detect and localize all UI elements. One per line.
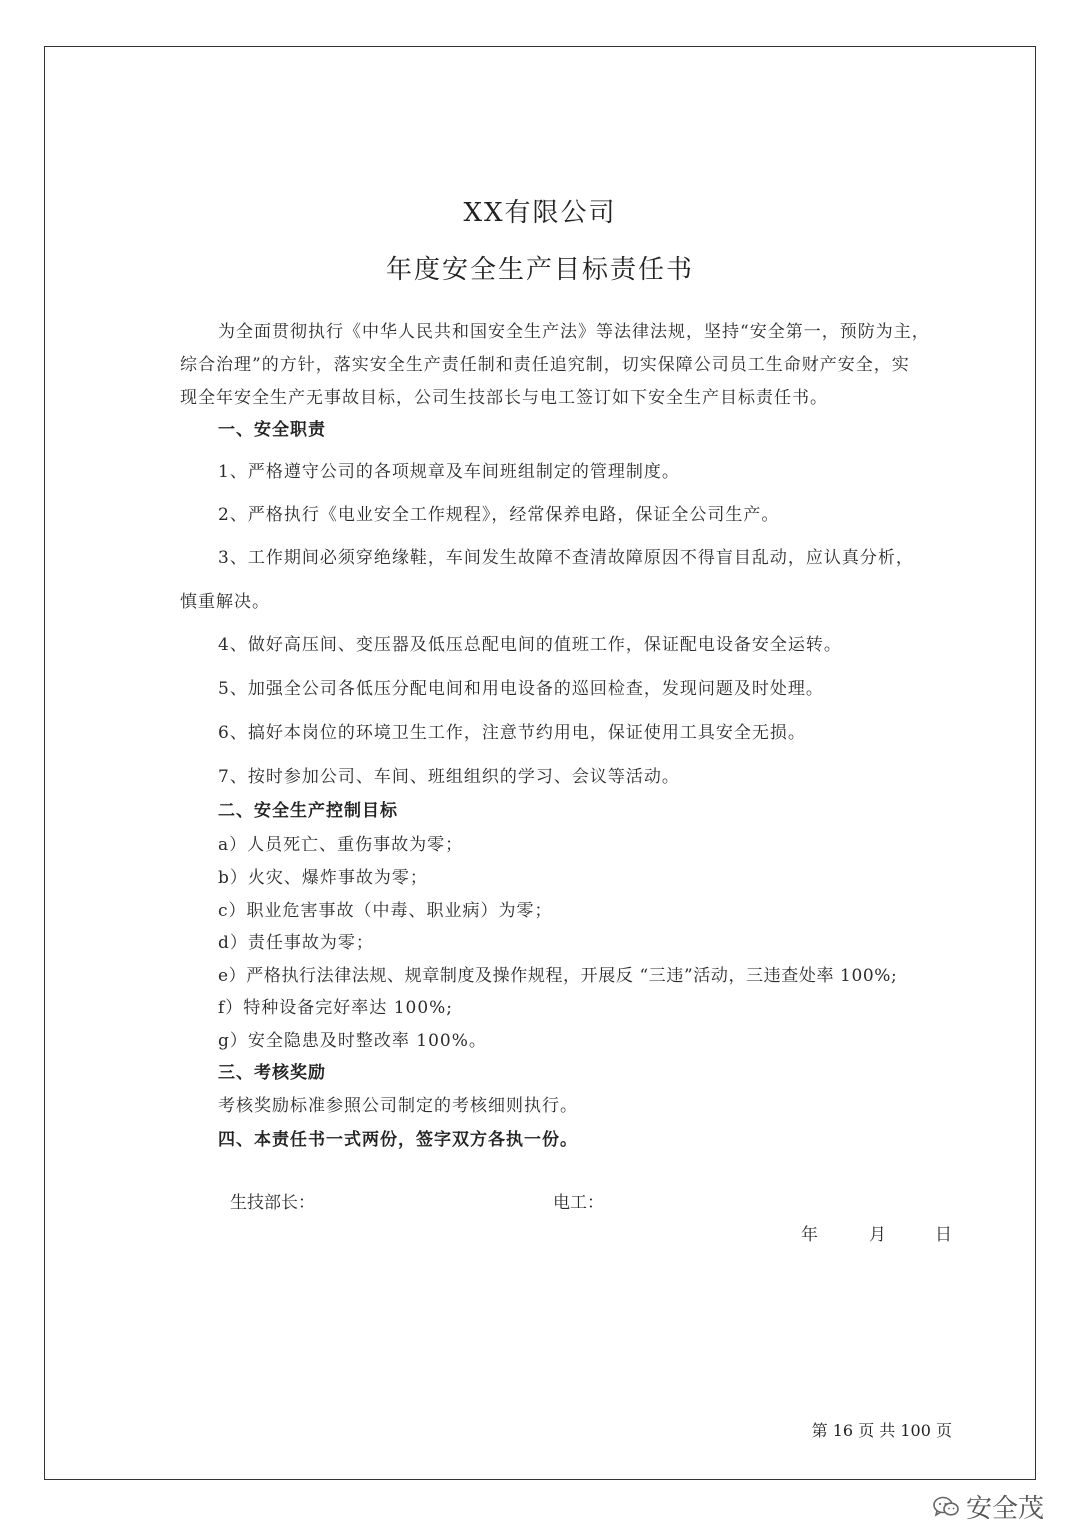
signature-right-label: 电工： — [553, 1193, 604, 1213]
goal-item-e: e）严格执行法律法规、规章制度及操作规程，开展反 “三违”活动，三违查处率 100%; — [218, 966, 898, 986]
date-month: 月 — [869, 1225, 886, 1245]
intro-line-3: 现全年安全生产无事故目标，公司生技部长与电工签订如下安全生产目标责任书。 — [180, 388, 828, 408]
document-title: 年度安全生产目标责任书 — [385, 255, 694, 285]
duty-item-3-cont: 慎重解决。 — [180, 592, 270, 612]
intro-line-1: 为全面贯彻执行《中华人民共和国安全生产法》等法律法规，坚持“安全第一，预防为主， — [218, 322, 930, 342]
page-number: 第 16 页 共 100 页 — [811, 1421, 952, 1440]
signature-left-label: 生技部长： — [230, 1193, 315, 1213]
duty-item-7: 7、按时参加公司、车间、班组组织的学习、会议等活动。 — [218, 767, 680, 787]
date-day: 日 — [935, 1225, 952, 1245]
goal-item-b: b）火灾、爆炸事故为零； — [218, 868, 428, 888]
section-3-heading: 三、考核奖励 — [218, 1063, 326, 1083]
company-title: XX有限公司 — [463, 198, 617, 228]
section-1-heading: 一、安全职责 — [218, 420, 326, 440]
section-3-text: 考核奖励标准参照公司制定的考核细则执行。 — [218, 1096, 578, 1116]
date-year: 年 — [801, 1225, 818, 1245]
goal-item-d: d）责任事故为零； — [218, 933, 374, 953]
duty-item-5: 5、加强全公司各低压分配电间和用电设备的巡回检查，发现问题及时处理。 — [218, 679, 824, 699]
duty-item-3: 3、工作期间必须穿绝缘鞋，车间发生故障不查清故障原因不得盲目乱动，应认真分析， — [218, 548, 914, 568]
duty-item-6: 6、搞好本岗位的环境卫生工作，注意节约用电，保证使用工具安全无损。 — [218, 723, 806, 743]
section-4-heading: 四、本责任书一式两份，签字双方各执一份。 — [218, 1130, 578, 1150]
goal-item-f: f）特种设备完好率达 100%; — [218, 998, 454, 1018]
intro-line-2: 综合治理”的方针，落实安全生产责任制和责任追究制，切实保障公司员工生命财产安全，实 — [180, 355, 910, 375]
goal-item-g: g）安全隐患及时整改率 100%。 — [218, 1031, 487, 1051]
section-2-heading: 二、安全生产控制目标 — [218, 801, 398, 821]
watermark-text: 安全茂 — [965, 1494, 1044, 1524]
wechat-icon — [932, 1495, 960, 1519]
duty-item-2: 2、严格执行《电业安全工作规程》，经常保养电路，保证全公司生产。 — [218, 505, 780, 525]
duty-item-4: 4、做好高压间、变压器及低压总配电间的值班工作，保证配电设备安全运转。 — [218, 635, 842, 655]
duty-item-1: 1、严格遵守公司的各项规章及车间班组制定的管理制度。 — [218, 462, 680, 482]
goal-item-a: a）人员死亡、重伤事故为零； — [218, 835, 464, 855]
goal-item-c: c）职业危害事故（中毒、职业病）为零； — [218, 901, 553, 921]
watermark — [932, 1488, 1044, 1525]
